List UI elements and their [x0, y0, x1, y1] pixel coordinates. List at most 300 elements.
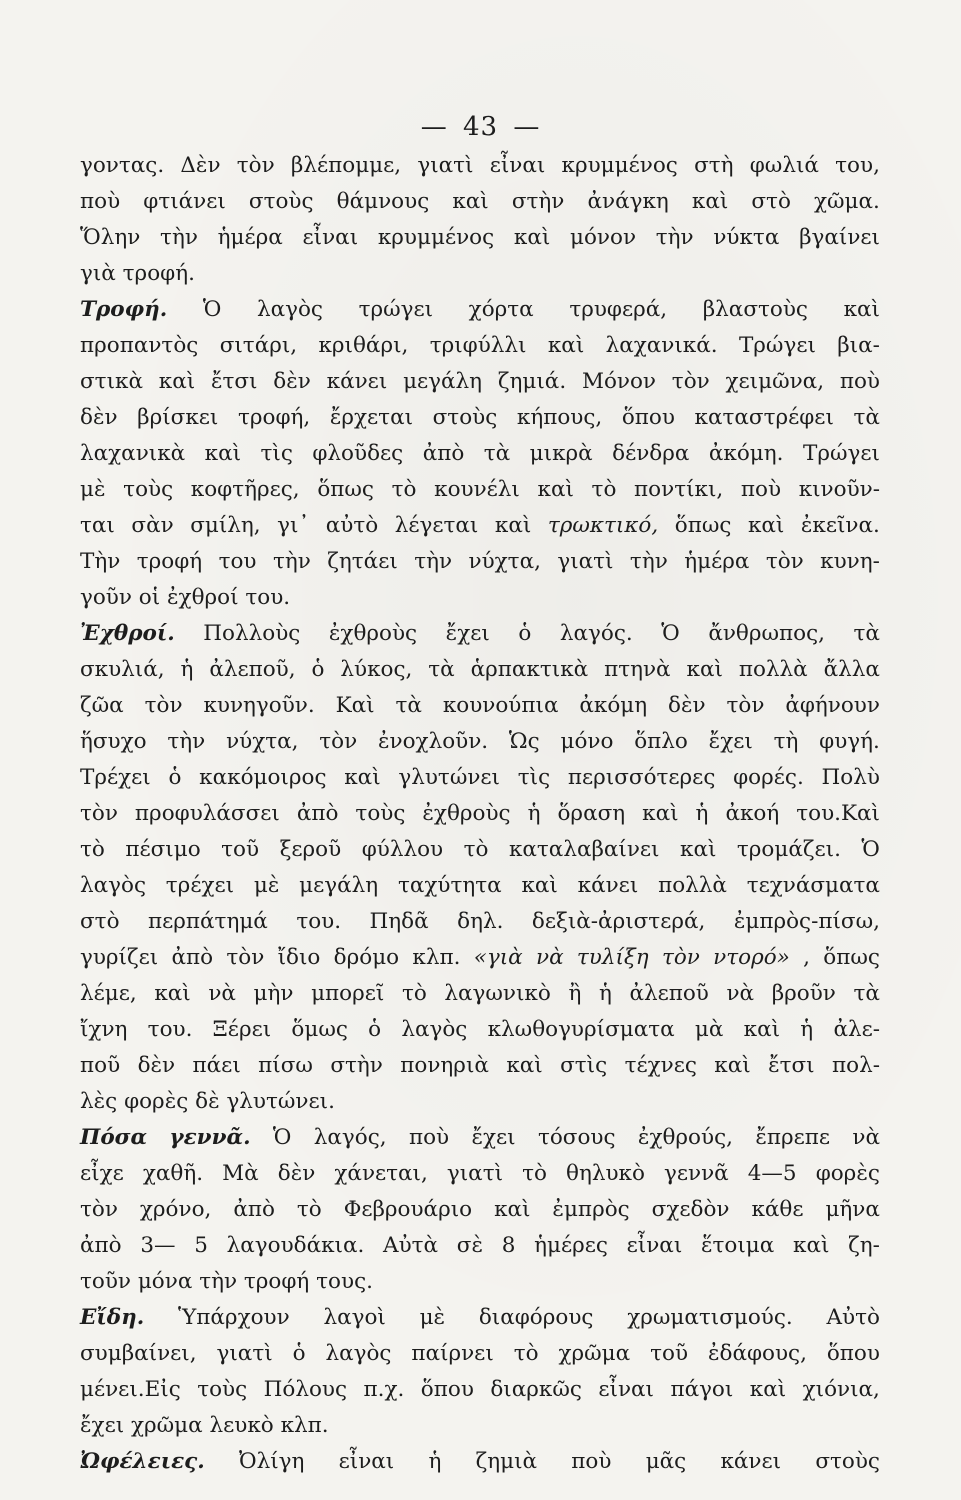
- word: κακόμοιρος: [199, 765, 327, 790]
- word: πάγοι: [670, 1377, 734, 1402]
- word: Τρώγει: [802, 441, 880, 466]
- word: τοῦν: [80, 1269, 131, 1294]
- word: ὅπου: [826, 1341, 880, 1366]
- word: τὴ: [773, 729, 799, 754]
- word: τέχνες: [624, 1053, 697, 1078]
- word: τρομάζει.: [736, 837, 841, 862]
- word: πολλὰ: [658, 873, 727, 898]
- word: κουνέλι: [434, 477, 520, 502]
- word: μεγάλη: [403, 369, 483, 394]
- word: ὅπως: [674, 513, 732, 538]
- word: ζημιὰ: [475, 1449, 538, 1474]
- word: σιτάρι,: [219, 333, 298, 358]
- word: πολλὰ: [738, 657, 808, 682]
- word: καὶ: [204, 441, 242, 466]
- word: φωλιά: [749, 153, 819, 178]
- word: λαγὸς: [80, 873, 146, 898]
- word: τὸ: [80, 837, 105, 862]
- word: καὶ: [506, 1053, 543, 1078]
- word: 4—5: [747, 1161, 797, 1186]
- word: κυνη-: [820, 549, 880, 574]
- word: τριφύλλι: [429, 333, 527, 358]
- text-line: [80, 1408, 880, 1444]
- word: 3—: [140, 1233, 176, 1258]
- word: του.: [245, 585, 291, 610]
- text-line: [80, 760, 880, 796]
- word: χάνεται,: [334, 1161, 428, 1186]
- word: κρυμμένος: [561, 153, 678, 178]
- word: τὸ: [591, 477, 617, 502]
- word: μόνο: [560, 729, 614, 754]
- word: κάθε: [751, 1197, 804, 1222]
- word: ἡμέρα: [217, 225, 283, 250]
- word: τὸν: [661, 945, 700, 970]
- word: καὶ: [691, 189, 729, 214]
- word: χιόνια,: [802, 1377, 880, 1402]
- word: ὁ: [292, 1341, 306, 1366]
- text-line: [80, 1048, 880, 1084]
- word: νὰ: [208, 981, 236, 1006]
- word: μπορεῖ: [311, 981, 385, 1006]
- word: ποῦ: [80, 1053, 121, 1078]
- word: χρωματισμούς.: [627, 1305, 793, 1330]
- word: ,: [803, 945, 810, 970]
- word: του: [218, 549, 257, 574]
- word: 5: [194, 1233, 208, 1258]
- text-line: [80, 940, 880, 976]
- word: τεχνάσματα: [746, 873, 880, 898]
- word: ὅμως: [291, 1017, 348, 1042]
- word: πίσω: [258, 1053, 313, 1078]
- word: ἡ: [428, 1449, 442, 1474]
- word: γιατὶ: [417, 153, 474, 178]
- word: ἔτσι: [210, 369, 258, 394]
- word: Ὁ: [661, 621, 680, 646]
- word: τὰ: [395, 693, 422, 718]
- word: Μόνον: [581, 369, 656, 394]
- word: ὁ: [518, 621, 532, 646]
- word: τὴν: [629, 549, 668, 574]
- word: ζημιά.: [497, 369, 567, 394]
- text-line: [80, 1084, 880, 1120]
- word: ἐχθροί: [167, 585, 239, 610]
- text-line: [80, 364, 880, 400]
- word: τὴν: [160, 225, 198, 250]
- word: κάνει: [326, 369, 388, 394]
- word: κάνει: [577, 873, 639, 898]
- text-line: [80, 580, 880, 616]
- word: κλπ.: [412, 945, 461, 970]
- word: στοὺς: [432, 405, 498, 430]
- word: κουνούπια: [442, 693, 559, 718]
- word: σκυλιά,: [80, 657, 165, 682]
- dash-left: —: [420, 112, 448, 142]
- word: ἐμπρὸς: [552, 1197, 630, 1222]
- word: καὶ: [494, 513, 532, 538]
- word: χῶμα.: [814, 189, 880, 214]
- word: δένδρα: [612, 441, 690, 466]
- word: τὰ: [428, 657, 455, 682]
- word: καὶ: [521, 873, 558, 898]
- text-line: [80, 904, 880, 940]
- word: τοῦ: [221, 837, 260, 862]
- word: τρέχει: [165, 873, 235, 898]
- word: καὶ: [547, 333, 585, 358]
- word: λαγὸς: [401, 1017, 468, 1042]
- word: ποὺ: [80, 189, 121, 214]
- text-line: [80, 328, 880, 364]
- text-line: [80, 220, 880, 256]
- word: π.χ.: [363, 1377, 405, 1402]
- word: χειμῶνα,: [725, 369, 825, 394]
- word: ὅραση: [557, 801, 626, 826]
- section-heading-word: Ἐχθροί.: [80, 621, 175, 646]
- word: τὸν: [319, 729, 358, 754]
- word: λαγοὶ: [323, 1305, 386, 1330]
- word: τὸ: [401, 981, 427, 1006]
- word: ἀκοή: [725, 801, 780, 826]
- word: φορές.: [733, 765, 804, 790]
- text-line: [80, 868, 880, 904]
- word: πονηριὰ: [400, 1053, 489, 1078]
- word: καὶ: [743, 1017, 781, 1042]
- word: ντορό»: [713, 945, 790, 970]
- word: κριθάρι,: [318, 333, 409, 358]
- word: Ὑπάρχουν: [178, 1305, 290, 1330]
- text-line: [80, 1372, 880, 1408]
- word: καὶ: [843, 297, 880, 322]
- word: γοντας.: [80, 153, 165, 178]
- word: καὶ: [793, 1233, 830, 1258]
- word: γοῦν: [80, 585, 132, 610]
- text-line: [80, 256, 880, 292]
- word: δὲ: [195, 1089, 220, 1114]
- word: κάνει: [720, 1449, 782, 1474]
- word: εἶναι: [626, 1233, 683, 1258]
- word: ἀλεποῦ,: [209, 657, 296, 682]
- word: τὸ: [391, 477, 417, 502]
- word: ἐδάφους,: [707, 1341, 807, 1366]
- text-line: [80, 148, 880, 184]
- word: γυρίζει: [80, 945, 159, 970]
- word: ἡμέρες: [534, 1233, 608, 1258]
- word: τὸ: [513, 1341, 539, 1366]
- word: ἔτσι: [768, 1053, 815, 1078]
- word: ὅπου: [621, 405, 675, 430]
- word: του.: [296, 909, 342, 934]
- word: πάει: [192, 1053, 241, 1078]
- word: λαγουδάκια.: [226, 1233, 365, 1258]
- text-line: [80, 1012, 880, 1048]
- word: Δὲν: [180, 153, 221, 178]
- word: τὴν: [272, 549, 311, 574]
- word: κλωθογυρίσματα: [487, 1017, 675, 1042]
- word: τροφή: [243, 1269, 310, 1294]
- word: ἀπὸ: [296, 801, 339, 826]
- word: ἄλλα: [823, 657, 880, 682]
- word: λαγωνικὸ: [444, 981, 551, 1006]
- word: δὲν: [668, 693, 706, 718]
- word: Τὴν: [80, 549, 121, 574]
- word: ἐνοχλοῦν.: [378, 729, 489, 754]
- word: δρόμο: [333, 945, 400, 970]
- text-line: [80, 1264, 880, 1300]
- word: τὰ: [853, 405, 880, 430]
- word: λέμε,: [80, 981, 137, 1006]
- word: μᾶς: [645, 1449, 687, 1474]
- word: του,: [835, 153, 880, 178]
- word: κινοῦν-: [798, 477, 880, 502]
- word: θηλυκὸ: [566, 1161, 645, 1186]
- word: καὶ: [686, 657, 723, 682]
- word: ποὺ: [740, 477, 782, 502]
- word: ἡ: [695, 801, 709, 826]
- word: πτηνὰ: [604, 657, 671, 682]
- word: καὶ: [747, 513, 785, 538]
- word: τρωκτικό,: [547, 513, 659, 538]
- text-line: [80, 832, 880, 868]
- text-line: [80, 616, 880, 652]
- dash-right: —: [513, 112, 541, 142]
- word: πολ-: [832, 1053, 880, 1078]
- word: μῆνα: [825, 1197, 880, 1222]
- word: γλυτώνει.: [226, 1089, 335, 1114]
- word: μένει.Εἰς: [80, 1377, 181, 1402]
- page-number: 43: [462, 112, 499, 142]
- word: λὲς: [80, 1089, 118, 1114]
- word: νὰ: [536, 945, 564, 970]
- word: στοὺς: [248, 189, 314, 214]
- word: νύχτα,: [468, 549, 541, 574]
- word: ἕτοιμα: [700, 1233, 775, 1258]
- word: τὸν: [671, 369, 710, 394]
- word: μὴν: [253, 981, 294, 1006]
- word: καὶ: [749, 1377, 787, 1402]
- word: πέσιμο: [125, 837, 201, 862]
- text-line: [80, 400, 880, 436]
- word: τὴν: [199, 1269, 238, 1294]
- word: φορὲς: [124, 1089, 189, 1114]
- word: ἀνάγκη: [587, 189, 669, 214]
- word: τοὺς: [197, 1377, 248, 1402]
- word: τὸ: [296, 1197, 322, 1222]
- word: ἐχθρούς,: [637, 1125, 733, 1150]
- word: ἀλεποῦ: [629, 981, 709, 1006]
- word: βλέπομμε,: [290, 153, 402, 178]
- word: του.: [147, 1017, 193, 1042]
- word: χόρτα: [468, 297, 534, 322]
- word: γιατὶ: [557, 549, 614, 574]
- word: ἡ: [180, 657, 194, 682]
- word: σὲ: [456, 1233, 483, 1258]
- word: νύκτα: [713, 225, 780, 250]
- word: στικὰ: [80, 369, 143, 394]
- word: Αὐτὰ: [383, 1233, 439, 1258]
- section-heading-word: Πόσα: [80, 1125, 148, 1150]
- word: ἔχει: [80, 1413, 125, 1438]
- word: τροφή: [136, 549, 203, 574]
- word: στὴ: [694, 153, 734, 178]
- word: ἐμπρὸς-πίσω,: [733, 909, 880, 934]
- page-number-header: [0, 112, 961, 142]
- word: λαγός.: [559, 621, 633, 646]
- word: ἔπρεπε: [755, 1125, 831, 1150]
- word: σὰν: [131, 513, 174, 538]
- word: τὰ: [853, 621, 880, 646]
- word: περπάτημά: [148, 909, 268, 934]
- word: Ὁ: [202, 297, 222, 322]
- word: τὸ: [463, 837, 489, 862]
- word: Ὁ: [861, 837, 880, 862]
- word: μικρὰ: [529, 441, 593, 466]
- word: ἐκεῖνα.: [800, 513, 880, 538]
- section-heading-word: γεννᾶ.: [169, 1125, 251, 1150]
- word: λαγὸς: [256, 297, 323, 322]
- word: στὸ: [751, 189, 791, 214]
- word: νὰ: [852, 1125, 880, 1150]
- word: ἀκόμη.: [708, 441, 784, 466]
- word: ἡ: [527, 801, 541, 826]
- word: λαγός,: [313, 1125, 387, 1150]
- word: ζη-: [848, 1233, 880, 1258]
- word: νύχτα,: [226, 729, 299, 754]
- body-text: [80, 148, 880, 1480]
- word: τὸν: [236, 153, 275, 178]
- word: ἀλε-: [833, 1017, 880, 1042]
- word: ἄνθρωπος,: [708, 621, 825, 646]
- word: καὶ: [452, 189, 489, 214]
- word: Φεβρουάριο: [343, 1197, 473, 1222]
- word: «γιὰ: [473, 945, 523, 970]
- text-line: [80, 1336, 880, 1372]
- word: αὐτὸ: [325, 513, 379, 538]
- word: ὁ: [168, 765, 182, 790]
- text-line: [80, 652, 880, 688]
- word: τὸν: [144, 693, 183, 718]
- word: δὲν: [137, 1053, 176, 1078]
- word: Πόλους: [263, 1377, 348, 1402]
- word: τοῦ: [650, 1341, 689, 1366]
- word: φλοῦδες: [312, 441, 404, 466]
- section-heading-word: Εἴδη.: [80, 1305, 145, 1330]
- section-heading-word: Ὠφέλειες.: [80, 1449, 205, 1474]
- word: τὶς: [260, 441, 293, 466]
- word: καὶ: [714, 1053, 751, 1078]
- word: χρῶμα: [558, 1341, 631, 1366]
- word: τὴν: [414, 549, 453, 574]
- word: διαρκῶς: [490, 1377, 582, 1402]
- word: σμίλη,: [190, 513, 261, 538]
- word: μὲ: [80, 477, 106, 502]
- word: μεγάλη: [299, 873, 379, 898]
- word: φυγή.: [819, 729, 880, 754]
- word: τροφή,: [237, 405, 311, 430]
- word: ἥσυχο: [80, 729, 147, 754]
- word: ποὺ: [408, 1125, 450, 1150]
- word: χρῶμα: [130, 1413, 203, 1438]
- word: ἡ: [800, 1017, 814, 1042]
- word: Ὀλίγη: [238, 1449, 305, 1474]
- word: ἴχνη: [80, 1017, 128, 1042]
- word: ἀπὸ: [422, 441, 465, 466]
- word: μὰ: [694, 1017, 724, 1042]
- word: Τρέχει: [80, 765, 151, 790]
- word: κήπους,: [516, 405, 603, 430]
- word: δὲν: [273, 369, 311, 394]
- word: προπαντὸς: [80, 333, 199, 358]
- word: καταλαβαίνει: [508, 837, 660, 862]
- word: ἀπὸ: [80, 1233, 122, 1258]
- word: κρυμμένος: [377, 225, 495, 250]
- word: καὶ: [158, 369, 196, 394]
- text-line: [80, 1156, 880, 1192]
- word: τὴν: [167, 729, 206, 754]
- word: ὁ: [311, 657, 325, 682]
- word: ἀπὸ: [171, 945, 214, 970]
- text-line: [80, 976, 880, 1012]
- word: βγαίνει: [799, 225, 880, 250]
- word: ἀκόμη: [579, 693, 648, 718]
- word: λαχανικὰ: [80, 441, 186, 466]
- word: δὲν: [80, 405, 118, 430]
- word: κλπ.: [280, 1413, 329, 1438]
- word: λύκος,: [340, 657, 413, 682]
- word: τοὺς: [355, 801, 406, 826]
- word: γι᾽: [277, 513, 310, 538]
- word: θάμνους: [336, 189, 430, 214]
- text-line: [80, 1120, 880, 1156]
- word: ποντίκι,: [634, 477, 724, 502]
- text-line: [80, 1300, 880, 1336]
- word: κοφτῆρες,: [190, 477, 300, 502]
- word: ἡμέρα: [684, 549, 750, 574]
- text-line: [80, 724, 880, 760]
- word: ἀπὸ: [233, 1197, 275, 1222]
- word: ὁ: [368, 1017, 382, 1042]
- word: λαγὸς: [325, 1341, 392, 1366]
- word: τὸν: [226, 945, 265, 970]
- word: στὶς: [560, 1053, 608, 1078]
- word: ξεροῦ: [279, 837, 342, 862]
- word: ἔχει: [445, 621, 490, 646]
- word: καὶ: [154, 981, 191, 1006]
- text-line: [80, 544, 880, 580]
- word: τὰ: [483, 441, 511, 466]
- word: ὅπου: [420, 1377, 474, 1402]
- word: ἁρπακτικὰ: [470, 657, 589, 682]
- word: βια-: [837, 333, 880, 358]
- word: ἔχει: [471, 1125, 516, 1150]
- word: Μὰ: [222, 1161, 259, 1186]
- word: καὶ: [642, 801, 679, 826]
- word: Ὡς: [508, 729, 540, 754]
- word: τόσους: [537, 1125, 616, 1150]
- word: ἔχει: [708, 729, 753, 754]
- word: βροῦν: [771, 981, 836, 1006]
- word: οἱ: [138, 585, 161, 610]
- word: Καὶ: [335, 693, 375, 718]
- word: σχεδὸν: [651, 1197, 730, 1222]
- word: τροφή.: [122, 261, 195, 286]
- word: Ὅλην: [80, 225, 141, 250]
- word: ἐχθροὺς: [422, 801, 511, 826]
- word: ται: [80, 513, 115, 538]
- word: φτιάνει: [143, 189, 226, 214]
- word: βρίσκει: [137, 405, 219, 430]
- word: τὸν: [80, 1197, 118, 1222]
- word: μόνα: [137, 1269, 193, 1294]
- word: χαθῆ.: [142, 1161, 204, 1186]
